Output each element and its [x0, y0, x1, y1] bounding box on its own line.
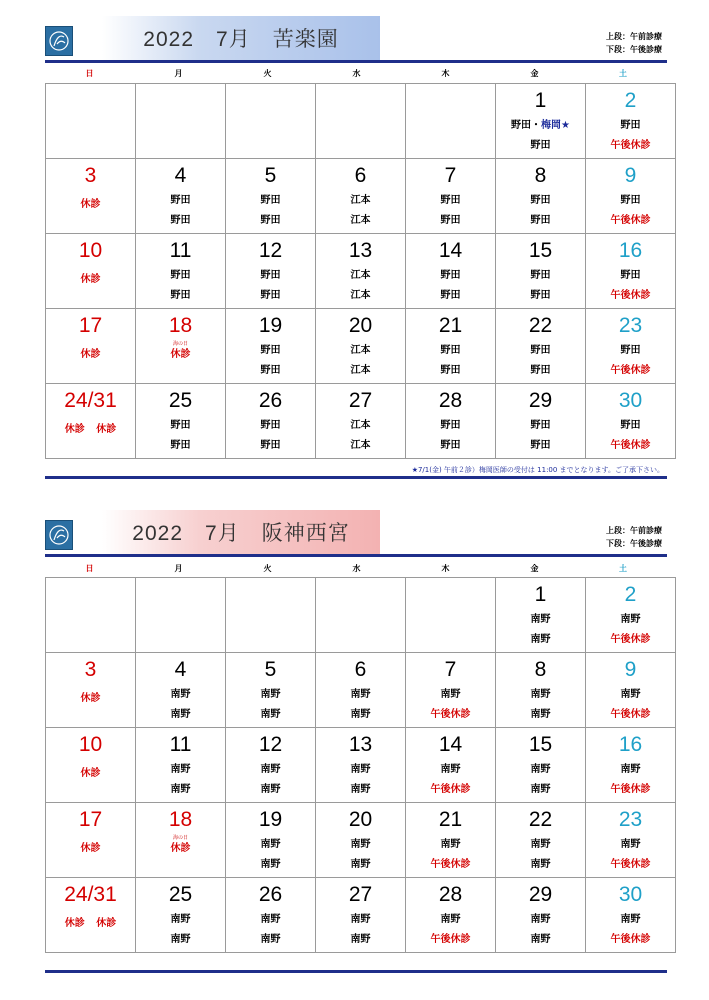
day-number: 17 [78, 808, 103, 831]
day-number: 6 [354, 658, 367, 681]
calendar-day-cell [586, 653, 676, 728]
day-number: 20 [348, 808, 373, 831]
morning-doctor-name: 梅岡★ [541, 120, 570, 131]
calendar-day-cell [316, 803, 406, 878]
calendar-day-cell [496, 578, 586, 653]
holiday-name: 海の日 [172, 341, 188, 347]
afternoon-doctor: 午後休診 [610, 365, 651, 376]
afternoon-doctor: 南野 [350, 709, 371, 720]
holiday-name: 海の日 [172, 835, 188, 841]
weekday-label: 日 [85, 69, 94, 78]
morning-doctor: 南野 [260, 689, 281, 700]
calendar-day-cell [316, 84, 406, 159]
footer-rule [45, 476, 667, 479]
weekday-label: 金 [530, 69, 539, 78]
afternoon-doctor: 江本 [350, 440, 371, 451]
calendar-day-cell [46, 578, 136, 653]
closed-label: 休診 [80, 274, 101, 285]
morning-doctor: 南野 [350, 764, 371, 775]
day-number: 26 [258, 389, 283, 412]
calendar-day-cell [496, 653, 586, 728]
afternoon-doctor: 江本 [350, 365, 371, 376]
morning-doctor: 南野 [350, 914, 371, 925]
header-rule [45, 554, 667, 557]
calendar-day-cell [406, 309, 496, 384]
morning-doctor: 南野 [530, 764, 551, 775]
calendar-grid [45, 577, 676, 953]
calendar-day-cell [46, 159, 136, 234]
calendar-day-cell [406, 159, 496, 234]
morning-doctor: 野田 [530, 420, 551, 431]
calendar-day-cell [226, 159, 316, 234]
morning-doctor: 南野 [530, 839, 551, 850]
calendar-week-row [46, 384, 676, 459]
afternoon-doctor: 野田 [440, 440, 461, 451]
morning-doctor: 南野 [440, 689, 461, 700]
day-number: 29 [528, 389, 553, 412]
calendar-day-cell [136, 84, 226, 159]
calendar-day-cell [316, 878, 406, 953]
afternoon-doctor: 野田 [260, 365, 281, 376]
calendar-day-cell [586, 384, 676, 459]
day-number: 28 [438, 883, 463, 906]
calendar-day-cell [136, 878, 226, 953]
day-number: 24/31 [64, 389, 117, 412]
afternoon-doctor: 南野 [530, 634, 551, 645]
calendar-day-cell [496, 728, 586, 803]
day-number: 21 [438, 314, 463, 337]
day-number: 16 [618, 733, 643, 756]
calendar-day-cell [46, 384, 136, 459]
morning-doctor: 南野 [170, 914, 191, 925]
calendar-day-cell [496, 878, 586, 953]
afternoon-doctor: 南野 [170, 784, 191, 795]
morning-doctor: 南野 [530, 914, 551, 925]
morning-doctor: 野田 [620, 420, 641, 431]
morning-doctor: 野田 [530, 195, 551, 206]
closed-label: 休診 [170, 843, 191, 854]
afternoon-doctor: 江本 [350, 290, 371, 301]
day-number: 15 [528, 239, 553, 262]
schedule-legend: 上段：午前診療 下段：午後診療 [606, 526, 662, 548]
calendar-day-cell [496, 384, 586, 459]
afternoon-doctor: 南野 [170, 709, 191, 720]
weekday-header [45, 560, 667, 578]
morning-doctor: 野田 [170, 420, 191, 431]
day-number: 1 [534, 89, 547, 112]
footer-rule [45, 970, 667, 973]
calendar-week-row [46, 234, 676, 309]
calendar-day-cell [496, 309, 586, 384]
calendar-day-cell [136, 309, 226, 384]
calendar-week-row [46, 728, 676, 803]
afternoon-doctor: 南野 [260, 709, 281, 720]
morning-doctor: 野田 [620, 120, 641, 131]
day-number: 27 [348, 389, 373, 412]
morning-doctor: 野田 [260, 270, 281, 281]
calendar-week-row [46, 578, 676, 653]
calendar-day-cell [316, 159, 406, 234]
calendar-day-cell [46, 84, 136, 159]
calendar-day-cell [406, 878, 496, 953]
day-number: 13 [348, 239, 373, 262]
day-number: 8 [534, 164, 547, 187]
day-number: 4 [174, 164, 187, 187]
morning-doctor: 南野 [440, 914, 461, 925]
morning-doctor: 野田 [260, 420, 281, 431]
day-number: 2 [624, 89, 637, 112]
day-number: 30 [618, 389, 643, 412]
day-number: 11 [169, 733, 192, 756]
calendar-day-cell [226, 728, 316, 803]
clinic-logo-icon [45, 520, 73, 550]
afternoon-doctor: 南野 [530, 859, 551, 870]
afternoon-doctor: 野田 [170, 440, 191, 451]
day-number: 28 [438, 389, 463, 412]
calendar-day-cell [136, 578, 226, 653]
weekday-label: 月 [174, 564, 183, 573]
weekday-label: 水 [352, 69, 361, 78]
header-rule [45, 60, 667, 63]
calendar-day-cell [586, 878, 676, 953]
weekday-header [45, 65, 667, 83]
morning-doctor: 南野 [350, 689, 371, 700]
weekday-label: 月 [174, 69, 183, 78]
day-number: 19 [258, 808, 283, 831]
calendar-day-cell [226, 653, 316, 728]
day-number: 17 [78, 314, 103, 337]
afternoon-doctor: 午後休診 [430, 859, 471, 870]
morning-doctor: 南野 [440, 764, 461, 775]
day-number: 10 [78, 239, 103, 262]
calendar-week-row [46, 84, 676, 159]
closed-label: 休診 [80, 768, 101, 779]
morning-doctor-name: 野田・ [511, 120, 542, 131]
afternoon-doctor: 野田 [530, 440, 551, 451]
day-number: 9 [624, 658, 637, 681]
calendar-week-row [46, 653, 676, 728]
day-number: 3 [84, 658, 97, 681]
calendar-day-cell [46, 653, 136, 728]
day-number: 14 [438, 733, 463, 756]
morning-doctor: 南野 [260, 839, 281, 850]
morning-doctor: 野田 [440, 195, 461, 206]
day-number: 21 [438, 808, 463, 831]
morning-doctor: 南野 [620, 614, 641, 625]
day-number: 18 [168, 808, 193, 831]
morning-doctor: 南野 [260, 764, 281, 775]
day-number: 29 [528, 883, 553, 906]
afternoon-doctor: 野田 [260, 440, 281, 451]
day-number: 25 [168, 883, 193, 906]
afternoon-doctor: 野田 [440, 365, 461, 376]
afternoon-doctor: 江本 [350, 215, 371, 226]
calendar-day-cell [136, 728, 226, 803]
calendar-grid [45, 83, 676, 459]
morning-doctor: 江本 [350, 345, 371, 356]
morning-doctor: 野田 [440, 270, 461, 281]
afternoon-doctor: 午後休診 [430, 709, 471, 720]
closed-label: 休診 [170, 349, 191, 360]
day-number: 8 [534, 658, 547, 681]
morning-doctor: 南野 [260, 914, 281, 925]
morning-doctor: 南野 [620, 689, 641, 700]
day-number: 10 [78, 733, 103, 756]
afternoon-doctor: 野田 [530, 140, 551, 151]
day-number: 23 [618, 808, 643, 831]
afternoon-doctor: 午後休診 [610, 859, 651, 870]
calendar-day-cell [406, 384, 496, 459]
calendar-day-cell [496, 234, 586, 309]
day-number: 18 [168, 314, 193, 337]
calendar-day-cell [586, 578, 676, 653]
calendar-day-cell [586, 803, 676, 878]
afternoon-doctor: 南野 [260, 859, 281, 870]
calendar-day-cell [226, 384, 316, 459]
afternoon-doctor: 午後休診 [610, 290, 651, 301]
morning-doctor: 南野 [530, 614, 551, 625]
closed-label: 休診 [80, 693, 101, 704]
day-number: 11 [169, 239, 192, 262]
afternoon-doctor: 野田 [530, 290, 551, 301]
day-number: 22 [528, 314, 553, 337]
afternoon-doctor: 南野 [260, 784, 281, 795]
day-number: 20 [348, 314, 373, 337]
calendar-day-cell [586, 234, 676, 309]
calendar-day-cell [586, 309, 676, 384]
afternoon-doctor: 野田 [170, 215, 191, 226]
calendar-day-cell [586, 728, 676, 803]
day-number: 27 [348, 883, 373, 906]
afternoon-doctor: 南野 [530, 709, 551, 720]
morning-doctor: 野田 [170, 195, 191, 206]
weekday-label: 日 [85, 564, 94, 573]
clinic-logo-icon [45, 26, 73, 56]
afternoon-doctor: 南野 [350, 934, 371, 945]
day-number: 23 [618, 314, 643, 337]
weekday-label: 土 [619, 564, 627, 573]
calendar-day-cell [586, 159, 676, 234]
calendar-day-cell [316, 309, 406, 384]
calendar-day-cell [136, 384, 226, 459]
calendar-day-cell [406, 578, 496, 653]
closed-label: 休診 [80, 199, 101, 210]
calendar-day-cell [226, 878, 316, 953]
afternoon-doctor: 午後休診 [610, 140, 651, 151]
calendar-week-row [46, 159, 676, 234]
day-number: 2 [624, 583, 637, 606]
morning-doctor: 野田 [530, 345, 551, 356]
day-number: 12 [258, 733, 283, 756]
day-number: 24/31 [64, 883, 117, 906]
morning-doctor: 野田 [620, 270, 641, 281]
morning-doctor: 南野 [440, 839, 461, 850]
afternoon-doctor: 午後休診 [610, 634, 651, 645]
day-number: 6 [354, 164, 367, 187]
calendar-day-cell [136, 803, 226, 878]
calendar-day-cell [586, 84, 676, 159]
day-number: 26 [258, 883, 283, 906]
weekday-label: 木 [441, 69, 450, 78]
afternoon-doctor: 南野 [530, 934, 551, 945]
calendar-day-cell [46, 234, 136, 309]
morning-doctor: 南野 [620, 839, 641, 850]
calendar-day-cell [496, 84, 586, 159]
day-number: 4 [174, 658, 187, 681]
day-number: 7 [444, 164, 457, 187]
weekday-label: 金 [530, 564, 539, 573]
morning-doctor: 野田 [260, 195, 281, 206]
morning-doctor: 野田 [620, 345, 641, 356]
morning-doctor: 南野 [530, 689, 551, 700]
afternoon-doctor: 南野 [170, 934, 191, 945]
day-number: 5 [264, 658, 277, 681]
morning-doctor: 江本 [350, 420, 371, 431]
day-number: 13 [348, 733, 373, 756]
calendar-day-cell [226, 234, 316, 309]
closed-label: 休診 [80, 349, 101, 360]
afternoon-doctor: 午後休診 [610, 709, 651, 720]
calendar-day-cell [406, 653, 496, 728]
calendar-day-cell [136, 234, 226, 309]
footnote: ★7/1(金) 午前２診）梅岡医師の受付は 11:00 までとなります。ご了承下さい。 [411, 466, 664, 474]
closed-label: 休診 休診 [64, 424, 117, 435]
afternoon-doctor: 野田 [260, 215, 281, 226]
calendar-title: 2022 7月 苦楽園 [102, 16, 380, 60]
calendar-day-cell [136, 653, 226, 728]
day-number: 14 [438, 239, 463, 262]
calendar-day-cell [226, 309, 316, 384]
weekday-label: 火 [263, 69, 272, 78]
afternoon-doctor: 南野 [350, 784, 371, 795]
morning-doctor: 野田 [260, 345, 281, 356]
calendar-day-cell [406, 803, 496, 878]
afternoon-doctor: 野田 [440, 290, 461, 301]
calendar-day-cell [406, 234, 496, 309]
calendar-day-cell [226, 578, 316, 653]
day-number: 19 [258, 314, 283, 337]
morning-doctor: 南野 [620, 914, 641, 925]
closed-label: 休診 休診 [64, 918, 117, 929]
calendar-week-row [46, 309, 676, 384]
weekday-label: 水 [352, 564, 361, 573]
calendar-day-cell [46, 728, 136, 803]
day-number: 5 [264, 164, 277, 187]
morning-doctor: 南野 [350, 839, 371, 850]
day-number: 1 [534, 583, 547, 606]
afternoon-doctor: 野田 [530, 215, 551, 226]
calendar-title: 2022 7月 阪神西宮 [102, 510, 380, 554]
day-number: 25 [168, 389, 193, 412]
day-number: 12 [258, 239, 283, 262]
afternoon-doctor: 午後休診 [610, 784, 651, 795]
weekday-label: 木 [441, 564, 450, 573]
calendar-day-cell [496, 803, 586, 878]
afternoon-doctor: 午後休診 [430, 784, 471, 795]
calendar-day-cell [316, 728, 406, 803]
morning-doctor: 野田 [440, 345, 461, 356]
weekday-label: 土 [619, 69, 627, 78]
calendar-day-cell [46, 309, 136, 384]
afternoon-doctor: 午後休診 [610, 215, 651, 226]
afternoon-doctor: 野田 [530, 365, 551, 376]
morning-doctor: 江本 [350, 195, 371, 206]
calendar-day-cell [316, 578, 406, 653]
calendar-day-cell [136, 159, 226, 234]
calendar-day-cell [406, 728, 496, 803]
morning-doctor: 南野 [170, 689, 191, 700]
day-number: 9 [624, 164, 637, 187]
day-number: 30 [618, 883, 643, 906]
calendar-day-cell [316, 653, 406, 728]
afternoon-doctor: 午後休診 [610, 934, 651, 945]
afternoon-doctor: 南野 [530, 784, 551, 795]
calendar-week-row [46, 878, 676, 953]
morning-doctor: 野田 [620, 195, 641, 206]
weekday-label: 火 [263, 564, 272, 573]
morning-doctor: 南野 [620, 764, 641, 775]
day-number: 15 [528, 733, 553, 756]
calendar-day-cell [46, 878, 136, 953]
day-number: 7 [444, 658, 457, 681]
calendar-week-row [46, 803, 676, 878]
afternoon-doctor: 南野 [260, 934, 281, 945]
morning-doctor [496, 120, 585, 132]
calendar-day-cell [46, 803, 136, 878]
afternoon-doctor: 南野 [350, 859, 371, 870]
day-number: 16 [618, 239, 643, 262]
afternoon-doctor: 午後休診 [430, 934, 471, 945]
day-number: 3 [84, 164, 97, 187]
morning-doctor: 野田 [530, 270, 551, 281]
morning-doctor: 南野 [170, 764, 191, 775]
afternoon-doctor: 野田 [260, 290, 281, 301]
afternoon-doctor: 午後休診 [610, 440, 651, 451]
calendar-day-cell [406, 84, 496, 159]
morning-doctor: 江本 [350, 270, 371, 281]
morning-doctor: 野田 [440, 420, 461, 431]
day-number: 22 [528, 808, 553, 831]
calendar-day-cell [496, 159, 586, 234]
morning-doctor: 野田 [170, 270, 191, 281]
afternoon-doctor: 野田 [170, 290, 191, 301]
calendar-day-cell [316, 234, 406, 309]
schedule-legend: 上段：午前診療 下段：午後診療 [606, 32, 662, 54]
afternoon-doctor: 野田 [440, 215, 461, 226]
calendar-day-cell [226, 803, 316, 878]
calendar-day-cell [316, 384, 406, 459]
calendar-day-cell [226, 84, 316, 159]
closed-label: 休診 [80, 843, 101, 854]
